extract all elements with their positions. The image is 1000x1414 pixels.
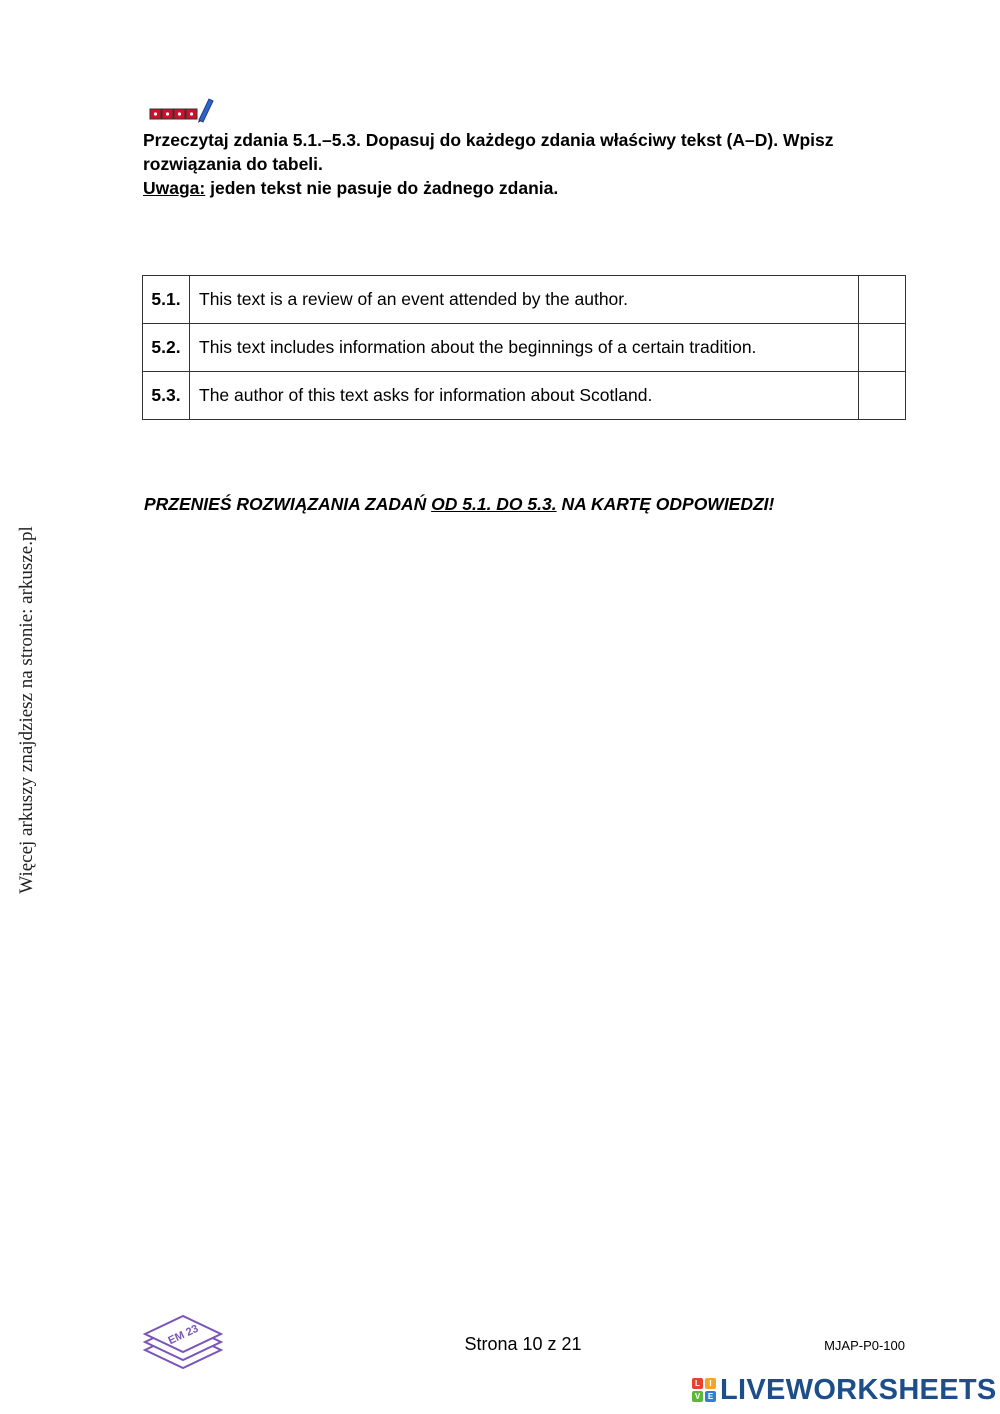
row-number: 5.1. (143, 276, 190, 324)
liveworksheets-logo-icon (692, 1378, 716, 1402)
instruction-note (143, 176, 903, 200)
logo-block: E (705, 1391, 716, 1402)
logo-block: L (692, 1378, 703, 1389)
table-row (143, 276, 906, 324)
row-number: 5.3. (143, 372, 190, 420)
logo-block: V (692, 1391, 703, 1402)
row-number: 5.2. (143, 324, 190, 372)
transfer-suffix: NA KARTĘ ODPOWIEDZI! (556, 494, 775, 514)
row-statement: This text includes information about the beginnings of a certain tradition. (190, 324, 859, 372)
transfer-prefix: PRZENIEŚ ROZWIĄZANIA ZADAŃ (144, 494, 432, 514)
instruction-line-2: rozwiązania do tabeli. (143, 154, 323, 174)
note-text: jeden tekst nie pasuje do żadnego zdania. (205, 178, 559, 198)
transfer-range: OD 5.1. DO 5.3. (431, 494, 557, 514)
transfer-notice (144, 494, 774, 515)
instructions (143, 128, 903, 200)
logo-block: I (705, 1378, 716, 1389)
table-row (143, 324, 906, 372)
instruction-line-1: Przeczytaj zdania 5.1.–5.3. Dopasuj do każdego zdania właściwy tekst (A–D). Wpisz (143, 130, 834, 150)
pencil-task-icon (149, 95, 215, 123)
liveworksheets-watermark (692, 1373, 997, 1407)
table-row (143, 372, 906, 420)
answer-cell[interactable] (859, 324, 906, 372)
logo-text: EM 23 (166, 1322, 201, 1348)
page-number: Strona 10 z 21 (464, 1334, 582, 1354)
note-label: Uwaga: (143, 178, 206, 198)
exam-code: MJAP-P0-100 (824, 1338, 905, 1353)
side-note: Więcej arkuszy znajdziesz na stronie: arkusze.pl (16, 526, 37, 894)
row-statement: The author of this text asks for information about Scotland. (190, 372, 859, 420)
answer-cell[interactable] (859, 372, 906, 420)
answer-table (142, 275, 906, 420)
answer-cell[interactable] (859, 276, 906, 324)
liveworksheets-text: LIVEWORKSHEETS (720, 1373, 997, 1406)
row-statement: This text is a review of an event attended by the author. (190, 276, 859, 324)
